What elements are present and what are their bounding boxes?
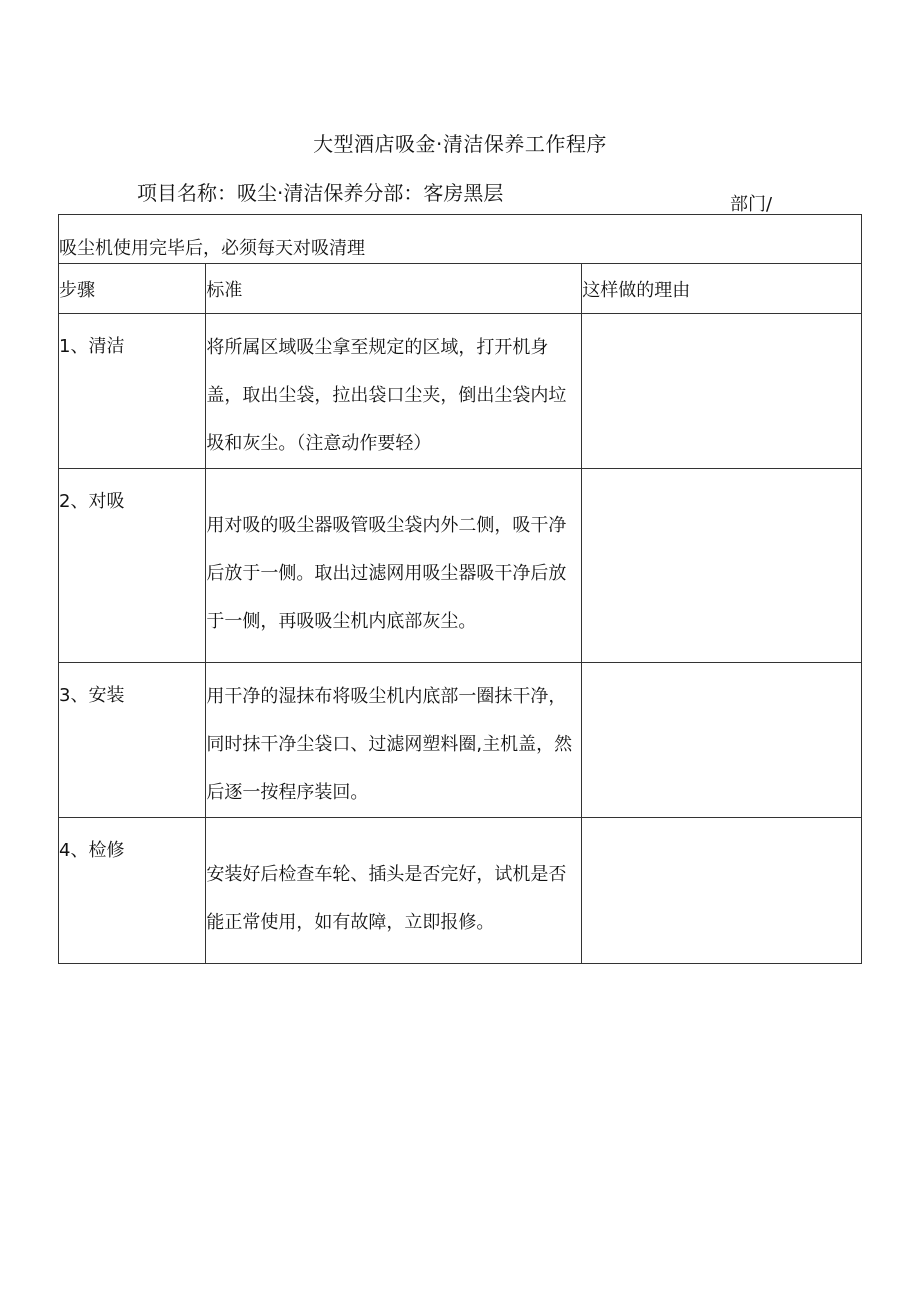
step-cell: 3、安装 [59,663,206,818]
header-row [59,264,862,314]
reason-cell [582,469,862,663]
standard-cell: 安装好后检查车轮、插头是否完好，试机是否能正常使用，如有故障，立即报修。 [206,818,582,964]
standard-cell: 将所属区域吸尘拿至规定的区域，打开机身盖，取出尘袋，拉出袋口尘夹，倒出尘袋内垃圾和灰尘。（注意动作要轻） [206,314,582,469]
project-line: 项目名称：吸尘·清洁保养分部：客房黑层 [137,181,504,205]
table-row [59,469,862,663]
reason-cell [582,663,862,818]
header-standard: 标准 [206,264,582,314]
table-row [59,314,862,469]
procedure-table [58,214,862,964]
intro-row [59,215,862,264]
reason-cell [582,314,862,469]
step-cell: 1、清洁 [59,314,206,469]
department-label: 部门/ [730,194,773,215]
document-title: 大型酒店吸金·清洁保养工作程序 [313,132,607,156]
reason-cell [582,818,862,964]
step-cell: 2、对吸 [59,469,206,663]
standard-cell: 用对吸的吸尘器吸管吸尘袋内外二侧，吸干净后放于一侧。取出过滤网用吸尘器吸干净后放于一侧，再吸吸尘机内底部灰尘。 [206,469,582,663]
header-step: 步骤 [59,264,206,314]
standard-cell: 用干净的湿抹布将吸尘机内底部一圈抹干净，同时抹干净尘袋口、过滤网塑料圈,主机盖，然后逐一按程序装回。 [206,663,582,818]
header-reason: 这样做的理由 [582,264,862,314]
intro-cell: 吸尘机使用完毕后，必须每天对吸清理 [59,215,862,264]
table-row [59,663,862,818]
step-cell: 4、检修 [59,818,206,964]
table-row [59,818,862,964]
